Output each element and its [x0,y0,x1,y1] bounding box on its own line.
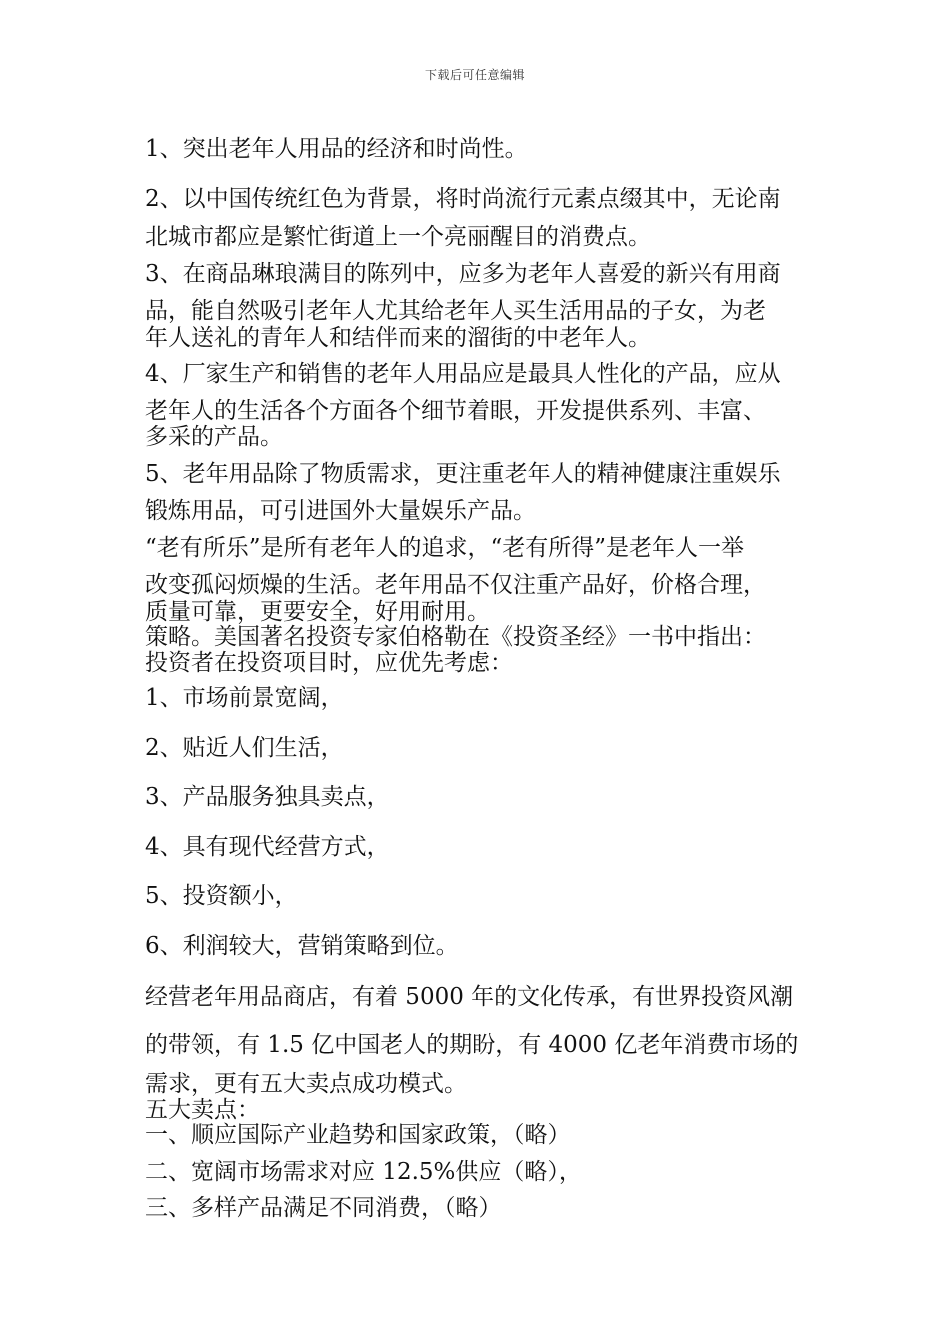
list-item: 1、市场前景宽阔， [145,685,344,711]
list-item: 二、宽阔市场需求对应 12.5%供应（略）， [145,1159,582,1185]
paragraph-line: 五大卖点： [145,1097,260,1123]
paragraph-line: 1、突出老年人用品的经济和时尚性。 [145,136,528,162]
paragraph-line: 经营老年用品商店，有着 5000 年的文化传承，有世界投资风潮 [145,984,794,1010]
paragraph-line: 老年人的生活各个方面各个细节着眼，开发提供系列、丰富、 [145,398,766,424]
list-item: 3、产品服务独具卖点， [145,784,390,810]
paragraph-line: 北城市都应是繁忙街道上一个亮丽醒目的消费点。 [145,224,651,250]
paragraph-line: 质量可靠，更要安全，好用耐用。 [145,599,490,625]
paragraph-line: 锻炼用品，可引进国外大量娱乐产品。 [145,498,536,524]
paragraph-line: 策略。美国著名投资专家伯格勒在《投资圣经》一书中指出： [145,624,766,650]
paragraph-line: 改变孤闷烦燥的生活。老年用品不仅注重产品好，价格合理， [145,572,766,598]
paragraph-line: 4、厂家生产和销售的老年人用品应是最具人性化的产品，应从 [145,361,781,387]
list-item: 三、多样产品满足不同消费，（略） [145,1195,502,1221]
paragraph-line: 5、老年用品除了物质需求，更注重老年人的精神健康注重娱乐 [145,461,781,487]
paragraph-line: 品，能自然吸引老年人尤其给老年人买生活用品的子女，为老 [145,298,766,324]
list-item: 一、顺应国际产业趋势和国家政策，（略） [145,1122,571,1148]
paragraph-line: 的带领，有 1.5 亿中国老人的期盼，有 4000 亿老年消费市场的 [145,1032,799,1058]
paragraph-line: 多采的产品。 [145,424,283,450]
paragraph-line: “老有所乐”是所有老年人的追求，“老有所得”是老年人一举 [145,535,745,561]
paragraph-line: 年人送礼的青年人和结伴而来的溜街的中老年人。 [145,325,651,351]
paragraph-line: 需求，更有五大卖点成功模式。 [145,1071,467,1097]
list-item: 2、贴近人们生活， [145,735,344,761]
page-header: 下载后可任意编辑 [424,68,525,82]
paragraph-line: 2、以中国传统红色为背景，将时尚流行元素点缀其中，无论南 [145,186,781,212]
list-item: 6、利润较大，营销策略到位。 [145,933,459,959]
paragraph-line: 投资者在投资项目时，应优先考虑： [145,650,513,676]
paragraph-line: 3、在商品琳琅满目的陈列中，应多为老年人喜爱的新兴有用商 [145,261,781,287]
list-item: 5、投资额小， [145,883,298,909]
list-item: 4、具有现代经营方式， [145,834,390,860]
